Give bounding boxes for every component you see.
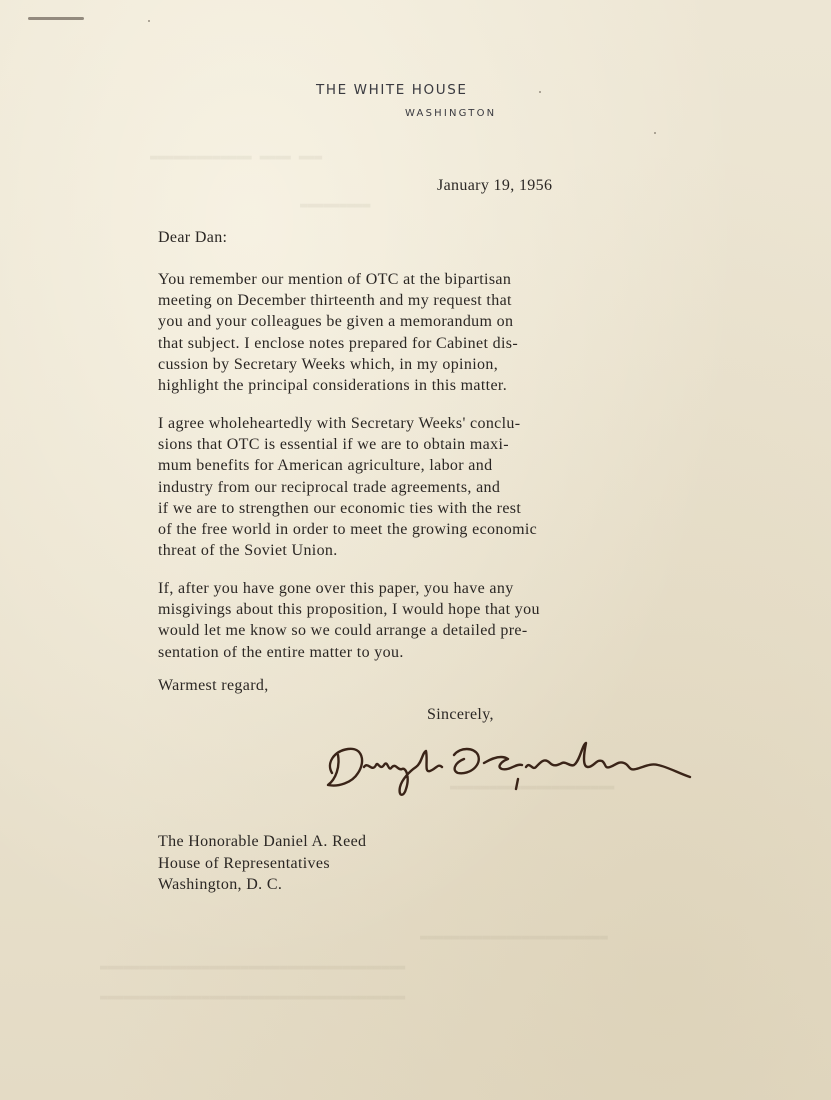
- paragraph-line: meeting on December thirteenth and my request that: [158, 292, 512, 310]
- paragraph-line: that subject. I enclose notes prepared for Cabinet dis-: [158, 334, 519, 352]
- paragraph-line: would let me know so we could arrange a detailed pre-: [158, 622, 528, 640]
- paragraph-line: if we are to strengthen our economic ties with the rest: [158, 499, 522, 517]
- sign-off: Sincerely,: [427, 706, 494, 723]
- address-line: House of Representatives: [158, 854, 330, 872]
- paragraph-1: [158, 269, 518, 396]
- letterhead-title: THE WHITE HOUSE: [316, 82, 468, 98]
- paragraph-2: [158, 413, 537, 561]
- recipient-address: [158, 831, 366, 896]
- paragraph-line: sentation of the entire matter to you.: [158, 643, 404, 661]
- handwritten-signature: [318, 733, 738, 803]
- paragraph-line: industry from our reciprocal trade agreements, and: [158, 478, 501, 496]
- bleed-through-texture: ▬▬▬▬▬▬▬▬▬▬▬▬▬▬▬▬▬▬▬▬▬▬▬▬▬▬▬▬▬▬▬▬▬▬▬▬▬▬▬: [100, 960, 406, 975]
- closing: Warmest regard,: [158, 677, 269, 694]
- staple-mark: [28, 17, 84, 20]
- paragraph-line: You remember our mention of OTC at the bipartisan: [158, 271, 512, 288]
- salutation: Dear Dan:: [158, 229, 228, 246]
- paper-speck: [148, 20, 150, 22]
- paragraph-line: If, after you have gone over this paper, you have any: [158, 580, 514, 597]
- paragraph-line: sions that OTC is essential if we are to obtain maxi-: [158, 436, 509, 454]
- address-line: Washington, D. C.: [158, 876, 283, 893]
- paragraph-line: cussion by Secretary Weeks which, in my opinion,: [158, 355, 499, 373]
- bleed-through-texture: ▬▬▬▬▬▬▬▬▬▬▬▬▬▬▬▬▬▬▬▬▬: [450, 780, 615, 795]
- paragraph-line: highlight the principal considerations in this matter.: [158, 377, 508, 395]
- letterhead-city: WASHINGTON: [405, 108, 497, 119]
- paragraph-line: you and your colleagues be given a memorandum on: [158, 313, 514, 331]
- paper-speck: [539, 91, 541, 93]
- paragraph-3: [158, 578, 540, 663]
- bleed-through-texture: ▬▬▬▬▬▬▬▬▬▬▬▬▬ ▬▬▬▬ ▬▬▬: [150, 150, 323, 165]
- bleed-through-texture: ▬▬▬▬▬▬▬▬▬: [300, 198, 371, 213]
- paragraph-line: threat of the Soviet Union.: [158, 542, 338, 560]
- paragraph-line: mum benefits for American agriculture, labor and: [158, 457, 493, 475]
- address-line: The Honorable Daniel A. Reed: [158, 833, 367, 850]
- paragraph-line: misgivings about this proposition, I would hope that you: [158, 601, 540, 619]
- paragraph-line: I agree wholeheartedly with Secretary Weeks' conclu-: [158, 415, 521, 432]
- bleed-through-texture: ▬▬▬▬▬▬▬▬▬▬▬▬▬▬▬▬▬▬▬▬▬▬▬▬▬▬▬▬▬▬▬▬▬▬▬▬▬▬▬: [100, 990, 406, 1005]
- paragraph-line: of the free world in order to meet the growing economic: [158, 521, 538, 539]
- letter-date: January 19, 1956: [437, 177, 553, 194]
- bleed-through-texture: ▬▬▬▬▬▬▬▬▬▬▬▬▬▬▬▬▬▬▬▬▬▬▬▬: [420, 930, 608, 945]
- paper-speck: [654, 132, 656, 134]
